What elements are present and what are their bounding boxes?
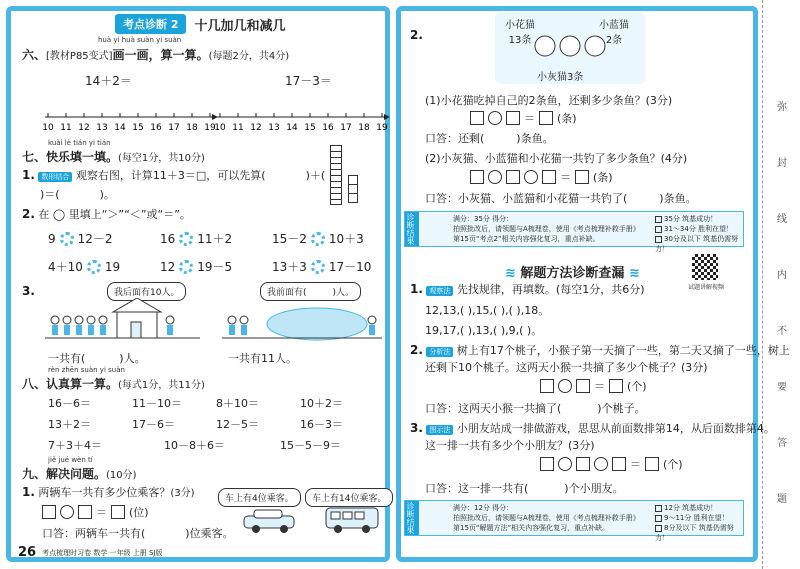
answer-box[interactable] xyxy=(576,379,590,393)
bubble-1: 我后面有10人。 xyxy=(107,282,186,301)
m2-answer: 口答：这两天小猴一共摘了( )个桃子。 xyxy=(425,402,646,415)
answer-box[interactable] xyxy=(470,111,484,125)
q7-heading: 七、快乐填一填。(每空1分，共10分) xyxy=(22,150,205,164)
q2-s2-equation: ＝ (条) xyxy=(470,169,613,185)
tick-label: 13 xyxy=(268,123,280,133)
answer-circle[interactable] xyxy=(488,170,502,184)
tick-label: 18 xyxy=(186,123,198,133)
q8-pinyin: rèn zhēn suàn yi suàn xyxy=(48,366,125,374)
answer-circle[interactable] xyxy=(558,379,572,393)
tick-label: 18 xyxy=(358,123,370,133)
compare-right: 10＋3 xyxy=(328,232,364,246)
q7-p3-ans1: 一共有( )人。 xyxy=(48,352,146,365)
equation: 17－6＝ xyxy=(132,418,175,431)
checkbox[interactable] xyxy=(655,515,662,522)
tick-label: 19 xyxy=(204,123,216,133)
equation: 16－3＝ xyxy=(300,418,343,431)
compare-slot[interactable] xyxy=(87,260,101,274)
answer-box[interactable] xyxy=(506,170,520,184)
q7-p1-tag: 数形结合 xyxy=(38,172,72,182)
cats-fishing-illustration: 小花猫 13条 小蓝猫 2条 小灰猫3条 xyxy=(495,12,645,84)
m2-equation: ＝ (个) xyxy=(540,378,647,394)
answer-box[interactable] xyxy=(540,457,554,471)
m1: 1. 观察法 先找规律，再填数。(每空1分，共6分) xyxy=(410,282,645,296)
answer-circle[interactable] xyxy=(594,457,608,471)
unit-blocks xyxy=(348,175,358,203)
answer-box[interactable] xyxy=(42,505,56,519)
tick-label: 10 xyxy=(42,123,54,133)
tick-label: 17 xyxy=(168,123,180,133)
side-char: 要 xyxy=(777,382,787,393)
tick-label: 11 xyxy=(232,123,244,133)
m2: 2. 分析法 树上有17个桃子，小猴子第一天摘了一些，第二天又摘了一些，树上 xyxy=(410,343,790,357)
compare-right: 12－2 xyxy=(77,232,113,246)
m3-answer: 口答：这一排一共有( )个小朋友。 xyxy=(425,482,624,495)
ten-block xyxy=(330,145,342,205)
tick-label: 14 xyxy=(114,123,126,133)
side-char: 封 xyxy=(777,158,787,169)
diagnosis-box-2: 诊断结果 满分：12分 得分： 拍照批改后，请领题与A梳理卷，使用《考点梳理补救手册》 第15页“解题方法”相关内容强化复习，重点补缺。 12分 筑基成功！ 9～11分 胜利在望！ 8分及以下 筑基仍需努力！ xyxy=(404,500,744,536)
equation: 7＋3＋4＝ xyxy=(48,439,102,452)
q7-p1-line2: )＝( )。 xyxy=(40,188,115,201)
q2-s1-answer: 口答：还剩( )条鱼。 xyxy=(425,132,554,145)
q7-pinyin: kuài lè tián yi tián xyxy=(48,139,111,147)
checkbox[interactable] xyxy=(655,226,662,233)
compare-right: 11＋2 xyxy=(197,232,233,246)
m3: 3. 图示法 小朋友站成一排做游戏，思思从前面数排第14，从后面数排第4。 xyxy=(410,421,775,435)
answer-box[interactable] xyxy=(612,457,626,471)
equation: 10－8＋6＝ xyxy=(164,439,225,452)
bubble-2: 我前面有( )人。 xyxy=(260,282,361,301)
q9-answer: 口答：两辆车一共有( )位乘客。 xyxy=(42,527,234,540)
tick-label: 14 xyxy=(286,123,298,133)
compare-slot[interactable] xyxy=(179,260,193,274)
diagnosis-box-1: 诊断结果 满分：35分 得分： 拍照批改后，请领题与A梳理卷，使用《考点梳理补救手册》 第15页“考点2”相关内容强化复习，重点补缺。 35分 筑基成功！ 31～34分 胜利在望！ 30分及以下 筑基仍需努力！ xyxy=(404,211,744,247)
compare-slot[interactable] xyxy=(179,232,193,246)
section-header xyxy=(115,14,286,34)
number-line-1 xyxy=(40,105,220,133)
compare-item xyxy=(272,258,371,275)
compare-item xyxy=(48,258,120,275)
side-char: 不 xyxy=(777,326,787,337)
side-char: 弥 xyxy=(777,102,787,113)
compare-left: 16 xyxy=(160,231,176,246)
qr-caption: 试题讲解视频 xyxy=(688,284,725,291)
q6-eq1: 14＋2＝ xyxy=(85,74,132,88)
equation: 13＋2＝ xyxy=(48,418,91,431)
side-char: 线 xyxy=(777,214,787,225)
qr-code[interactable] xyxy=(692,254,718,280)
tick-label: 12 xyxy=(78,123,90,133)
checkbox[interactable] xyxy=(655,525,662,532)
tick-label: 11 xyxy=(60,123,72,133)
tick-label: 10 xyxy=(214,123,226,133)
tick-label: 17 xyxy=(340,123,352,133)
q2-s1-equation: ＝ (条) xyxy=(470,110,577,126)
equation: 12－5＝ xyxy=(216,418,259,431)
answer-circle[interactable] xyxy=(488,111,502,125)
answer-box[interactable] xyxy=(470,170,484,184)
tick-label: 15 xyxy=(132,123,144,133)
q6-pinyin: huà yi huà suàn yi suàn xyxy=(98,36,182,44)
q9-pinyin: jiě jué wèn tí xyxy=(48,456,93,464)
tick-label: 19 xyxy=(376,123,388,133)
equation: 10＋2＝ xyxy=(300,397,343,410)
binding-margin xyxy=(762,0,800,569)
page-title: 十几加几和减几 xyxy=(194,18,286,34)
compare-right: 17－10 xyxy=(328,260,372,274)
compare-slot[interactable] xyxy=(311,232,325,246)
tick-label: 16 xyxy=(150,123,162,133)
checkbox[interactable] xyxy=(655,505,662,512)
compare-left: 4＋10 xyxy=(48,260,83,274)
answer-circle[interactable] xyxy=(558,457,572,471)
equation: 15－5－9＝ xyxy=(280,439,341,452)
compare-slot[interactable] xyxy=(311,260,325,274)
compare-item xyxy=(160,258,232,275)
q6-eq2: 17－3＝ xyxy=(285,74,332,88)
answer-box[interactable] xyxy=(575,170,589,184)
q8-heading: 八、认真算一算。(每式1分，共11分) xyxy=(22,377,205,391)
m3-equation: ＝ (个) xyxy=(540,456,683,472)
tick-label: 13 xyxy=(96,123,108,133)
m1-row1: 12,13,( ),15,( ),( ),18。 xyxy=(425,304,550,317)
car-illustration xyxy=(240,508,300,534)
answer-box[interactable] xyxy=(609,379,623,393)
q2-s2: (2)小灰猫、小蓝猫和小花猫一共钓了多少条鱼？(4分) xyxy=(425,152,688,165)
q7-p3-ans2: 一共有11人。 xyxy=(228,352,297,365)
m1-row2: 19,17,( ),13,( ),9,( )。 xyxy=(425,324,543,337)
answer-circle[interactable] xyxy=(60,505,74,519)
bus-bubble-2: 车上有14位乘客。 xyxy=(305,488,393,507)
answer-box[interactable] xyxy=(506,111,520,125)
header-pill: 考点诊断 2 xyxy=(115,14,186,34)
checkbox[interactable] xyxy=(655,216,662,223)
side-char: 题 xyxy=(777,494,787,505)
tick-label: 12 xyxy=(250,123,262,133)
page-number: 26 xyxy=(18,545,37,560)
answer-box[interactable] xyxy=(542,170,556,184)
m3-line2: 这一排一共有多少个小朋友？(3分) xyxy=(425,439,595,452)
q7-p2: 2. 在 ◯ 里填上“＞”“＜”或“＝”。 xyxy=(22,207,191,221)
side-char: 答 xyxy=(777,438,787,449)
answer-box[interactable] xyxy=(78,505,92,519)
checkbox[interactable] xyxy=(655,236,662,243)
compare-left: 15－2 xyxy=(272,232,307,246)
method-title: ≋ 解题方法诊断查漏 ≋ xyxy=(505,266,640,281)
answer-box[interactable] xyxy=(540,379,554,393)
compare-right: 19 xyxy=(104,259,121,274)
illustration-kids-bush xyxy=(222,282,382,342)
m2-line2: 还剩下10个桃子。这两天小猴一共摘了多少个桃子？(3分) xyxy=(425,361,708,374)
q2-s1: (1)小花猫吃掉自己的2条鱼，还剩多少条鱼？(3分) xyxy=(425,94,673,107)
q6-heading: 六、[教材P85变式]画一画，算一算。(每题2分，共4分) xyxy=(22,48,290,62)
compare-left: 12 xyxy=(160,259,176,274)
q9-heading: 九、解决问题。(10分) xyxy=(22,467,137,481)
tick-label: 16 xyxy=(322,123,334,133)
answer-box[interactable] xyxy=(539,111,553,125)
compare-item xyxy=(272,230,364,247)
side-char: 内 xyxy=(777,270,787,281)
compare-left: 13＋3 xyxy=(272,260,307,274)
q9-p1: 1. 两辆车一共有多少位乘客？(3分) xyxy=(22,485,195,499)
compare-slot[interactable] xyxy=(60,232,74,246)
answer-box[interactable] xyxy=(111,505,125,519)
q7-p1: 1. 数形结合 观察右图，计算11＋3＝□，可以先算( )＋( xyxy=(22,168,326,182)
equation: 16－6＝ xyxy=(48,397,91,410)
answer-box[interactable] xyxy=(645,457,659,471)
compare-left: 9 xyxy=(48,231,56,246)
footer: 26 考点梳理时习卷 数学 一年级 上册 SJ版 xyxy=(18,545,163,560)
tick-label: 15 xyxy=(304,123,316,133)
q2-number: 2. xyxy=(410,28,423,42)
q9-equation: ＝ (位) xyxy=(42,504,149,520)
compare-item xyxy=(48,230,113,247)
q2-s2-answer: 口答：小灰猫、小蓝猫和小花猫一共钓了( )条鱼。 xyxy=(425,192,697,205)
number-line-2 xyxy=(212,105,392,133)
compare-right: 19－5 xyxy=(197,260,233,274)
equation: 11－10＝ xyxy=(132,397,182,410)
illustration-kids-house xyxy=(45,282,200,342)
equation: 8＋10＝ xyxy=(216,397,259,410)
bus-illustration xyxy=(322,506,382,534)
compare-item xyxy=(160,230,232,247)
answer-box[interactable] xyxy=(576,457,590,471)
q7-p3-num: 3. xyxy=(22,284,35,298)
bus-bubble-1: 车上有4位乘客。 xyxy=(218,488,301,507)
answer-circle[interactable] xyxy=(524,170,538,184)
